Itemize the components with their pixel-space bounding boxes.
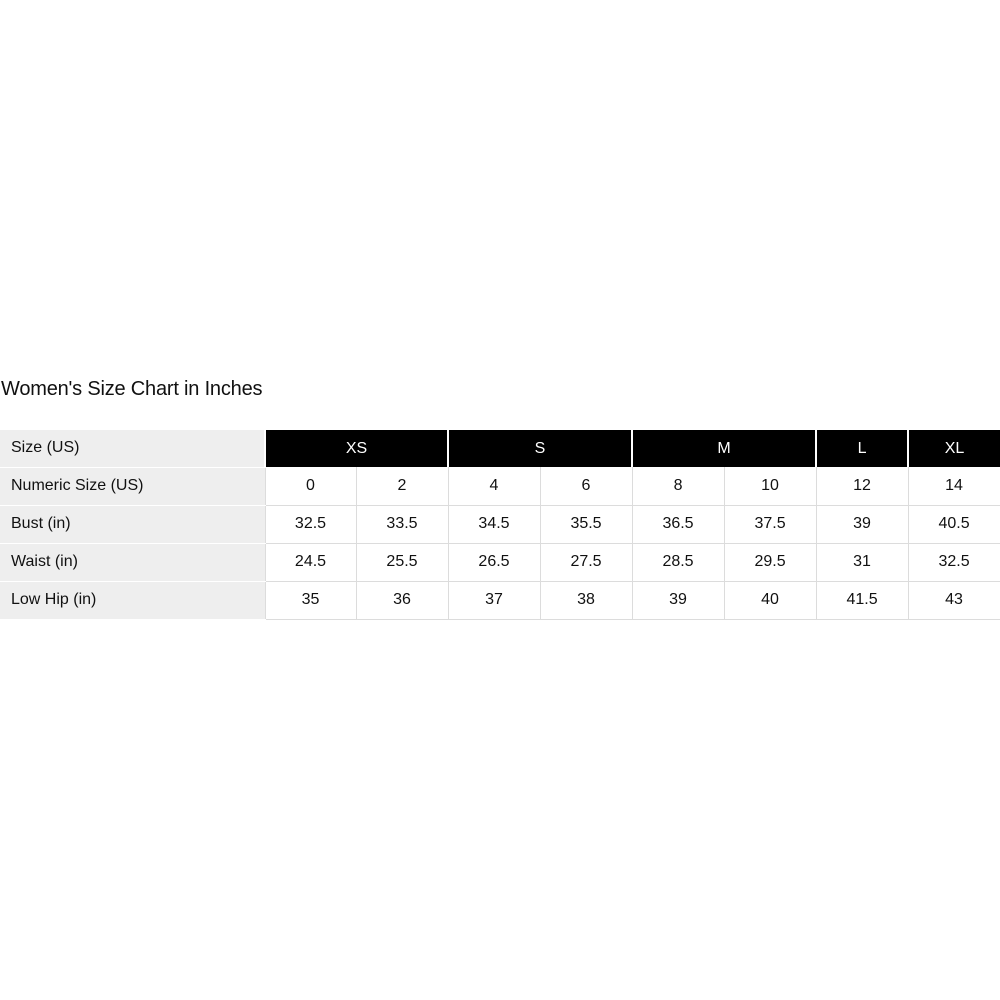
- table-cell: 38: [540, 581, 632, 619]
- table-cell: 29.5: [724, 543, 816, 581]
- table-cell: 32.5: [908, 543, 1000, 581]
- table-cell: 35: [265, 581, 356, 619]
- size-group-xs: XS: [265, 430, 448, 467]
- size-group-xl: XL: [908, 430, 1000, 467]
- size-group-row: [0, 430, 1000, 467]
- table-cell: 37.5: [724, 505, 816, 543]
- page-title: Women's Size Chart in Inches: [1, 378, 263, 400]
- table-cell: 2: [356, 467, 448, 505]
- table-cell: 41.5: [816, 581, 908, 619]
- table-cell: 28.5: [632, 543, 724, 581]
- size-chart-table: [0, 430, 1000, 620]
- table-cell: 36.5: [632, 505, 724, 543]
- table-row-low-hip: [0, 581, 1000, 619]
- table-cell: 10: [724, 467, 816, 505]
- row-label-bust: Bust (in): [0, 505, 265, 543]
- row-label-numeric-size: Numeric Size (US): [0, 467, 265, 505]
- table-cell: 37: [448, 581, 540, 619]
- row-label-size-us: Size (US): [0, 430, 265, 467]
- row-label-low-hip: Low Hip (in): [0, 581, 265, 619]
- table-cell: 39: [816, 505, 908, 543]
- size-group-l: L: [816, 430, 908, 467]
- table-cell: 8: [632, 467, 724, 505]
- table-cell: 35.5: [540, 505, 632, 543]
- table-cell: 6: [540, 467, 632, 505]
- table-cell: 32.5: [265, 505, 356, 543]
- table-cell: 33.5: [356, 505, 448, 543]
- table-cell: 0: [265, 467, 356, 505]
- table-row-waist: [0, 543, 1000, 581]
- table-cell: 27.5: [540, 543, 632, 581]
- table-cell: 4: [448, 467, 540, 505]
- table-row-bust: [0, 505, 1000, 543]
- table-cell: 43: [908, 581, 1000, 619]
- table-cell: 24.5: [265, 543, 356, 581]
- table-cell: 14: [908, 467, 1000, 505]
- table-row-numeric-size: [0, 467, 1000, 505]
- table-cell: 25.5: [356, 543, 448, 581]
- table-cell: 40: [724, 581, 816, 619]
- row-label-waist: Waist (in): [0, 543, 265, 581]
- table-cell: 12: [816, 467, 908, 505]
- table-cell: 34.5: [448, 505, 540, 543]
- table-cell: 36: [356, 581, 448, 619]
- size-group-m: M: [632, 430, 816, 467]
- size-group-s: S: [448, 430, 632, 467]
- table-cell: 39: [632, 581, 724, 619]
- table-cell: 31: [816, 543, 908, 581]
- table-cell: 26.5: [448, 543, 540, 581]
- table-cell: 40.5: [908, 505, 1000, 543]
